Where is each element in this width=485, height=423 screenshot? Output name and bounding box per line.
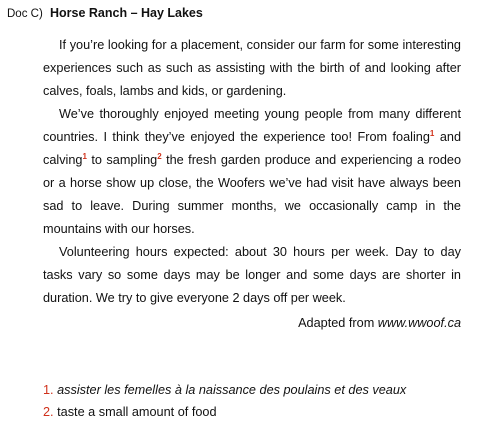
paragraph-3: Volunteering hours expected: about 30 hours per week. Day to day tasks vary so some days may be longer and some days are shorter in duration. We try to give everyone 2 days off per week. xyxy=(43,245,461,305)
source-prefix: Adapted from xyxy=(298,316,378,330)
paragraph-2-part-c: to sampling xyxy=(86,153,158,167)
footnote-1-text: assister les femelles à la naissance des poulains et des veaux xyxy=(57,383,407,397)
source-site: www.wwoof.ca xyxy=(377,316,461,330)
paragraph-2-part-a: We’ve thoroughly enjoyed meeting young people from many different countries. I think they’ve enjoyed the experience too! From foaling xyxy=(43,107,461,144)
source-attribution xyxy=(298,314,461,332)
footnote-1 xyxy=(43,379,406,401)
footnotes xyxy=(43,379,406,423)
footnote-ref-1: 1 xyxy=(429,128,435,138)
footnote-ref-2: 2 xyxy=(157,151,162,161)
document-header xyxy=(7,5,203,22)
paragraph-2 xyxy=(43,103,461,241)
footnote-ref-1-second: 1 xyxy=(82,151,87,161)
document-body xyxy=(43,34,461,310)
doc-label: Doc C) xyxy=(7,8,43,20)
footnote-2-number: 2. xyxy=(43,405,54,419)
footnote-2-text: taste a small amount of food xyxy=(57,405,217,419)
footnote-1-number: 1. xyxy=(43,383,54,397)
paragraph-2-part-d: the fresh garden produce and experiencing a rodeo or a horse show up close, the Woofers we’ve had visit have always been sad to leave. During summer months, we occasionally camp in the mountains with our horses. xyxy=(43,153,461,236)
footnote-2 xyxy=(43,401,406,423)
document-title: Horse Ranch – Hay Lakes xyxy=(49,6,203,20)
paragraph-1: If you’re looking for a placement, consider our farm for some interesting experiences such as such as assisting with the birth of and looking after calves, foals, lambs and kids, or gardening. xyxy=(43,38,461,98)
paragraph-2-part-b: and calving xyxy=(43,130,461,167)
